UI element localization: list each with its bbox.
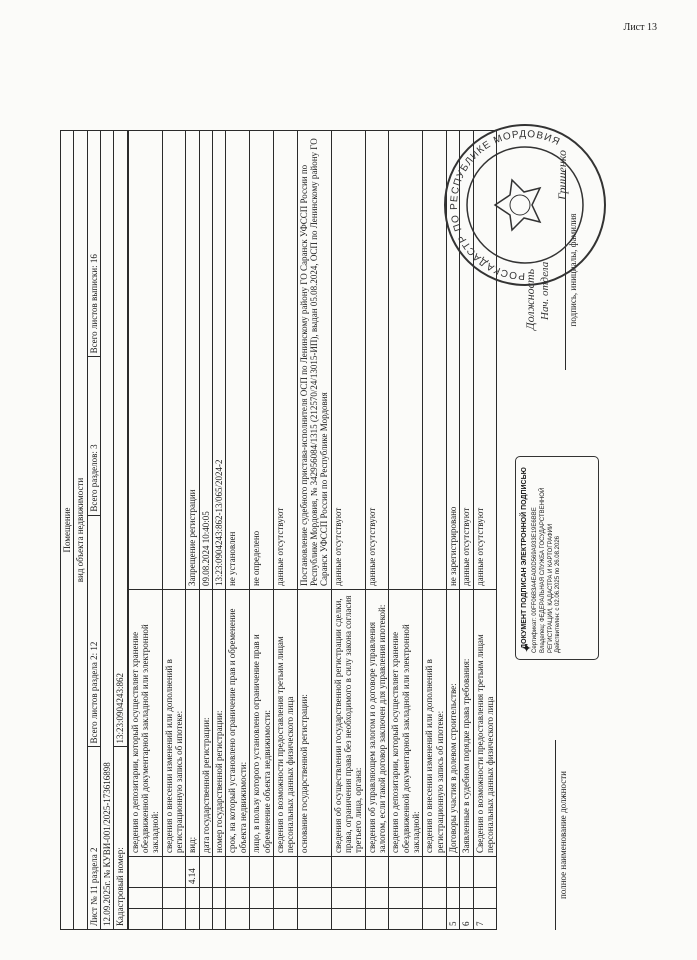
table-row [186,131,199,930]
cell-value: данные отсутствуют [331,131,365,590]
cell-c1: 6 [460,909,473,930]
cell-c1: 7 [473,909,497,930]
sections-total: Всего разделов: 3 [87,357,100,515]
cell-value: Запрещение регистрации [186,131,199,590]
cell-c2 [186,888,199,909]
cell-value: данные отсутствуют [460,131,473,590]
cell-c3 [162,857,186,888]
cell-c1 [213,909,226,930]
cell-c3: 4.14 [186,857,199,888]
cell-c2 [331,888,365,909]
cell-c1 [365,909,389,930]
cell-c2 [473,888,497,909]
cell-c2 [199,888,212,909]
cell-value [128,131,162,590]
table-row [226,131,250,930]
stamp-valid: Действителен: с 02.06.2025 по 26.08.2026 [555,536,562,653]
cell-label: основание государственной регистрации: [297,590,331,857]
table-row [365,131,389,930]
cell-label: Договоры участия в долевом строительстве: [447,590,460,857]
cell-value [389,131,423,590]
cell-value: не установлен [226,131,250,590]
cell-label: лицо, в пользу которого установлено ограничение прав и обременение объекта недвижимости: [250,590,274,857]
object-title: Помещение [61,131,74,930]
cell-c3 [473,857,497,888]
cell-label: сведения об управляющем залогом и о договоре управления залогом, если такой договор заключен для управления ипотекой: [365,590,389,857]
cell-label: сведения об осуществлении государственной регистрации сделки, права, ограничения права без необходимого в силу закона согласия третьего лица, органа: [331,590,365,857]
cell-label: сведения о внесении изменений или дополнений в регистрационную запись об ипотеке: [162,590,186,857]
table-row [389,131,423,930]
cell-c1 [199,909,212,930]
cell-c1 [162,909,186,930]
cadastral-label: Кадастровый номер: [114,747,127,930]
signature-caption: подпись, инициалы, фамилия [565,170,578,370]
cell-c3 [273,857,297,888]
cell-c2 [389,888,423,909]
cell-c2 [162,888,186,909]
cell-value: не определено [250,131,274,590]
cell-label: сведения о депозитарии, который осуществляет хранение обездвиженной документарной закладной или электронной закладной: [389,590,423,857]
sheet-section: Лист № 11 раздела 2 [87,747,100,930]
cell-c2 [447,888,460,909]
cell-c3 [460,857,473,888]
date-number: 12.09.2025г. № КУВИ-001/2025-173616898 [101,131,114,930]
cell-c1: 5 [447,909,460,930]
sheets-section-total: Всего листов раздела 2: 12 [87,515,100,747]
cell-c3 [365,857,389,888]
cell-label: вид: [186,590,199,857]
object-subtitle: вид объекта недвижимости [74,131,87,930]
seal-text: РОСКАДАСТР ПО РЕСПУБЛИКЕ МОРДОВИЯ [448,128,563,282]
cell-label: Заявленные в судебном порядке права требования: [460,590,473,857]
cell-c3 [128,857,162,888]
cell-c3 [213,857,226,888]
cell-c1 [128,909,162,930]
table-row [162,131,186,930]
table-row [273,131,297,930]
cell-c3 [389,857,423,888]
cell-label: номер государственной регистрации: [213,590,226,857]
cell-c2 [250,888,274,909]
cell-c2 [460,888,473,909]
cell-c1 [250,909,274,930]
cadastral-value: 13:23:0904243:862 [114,131,127,748]
sheets-total: Всего листов выписки: 16 [87,131,100,357]
cell-c2 [128,888,162,909]
cell-c3 [250,857,274,888]
cell-c2 [273,888,297,909]
cell-value: данные отсутствуют [365,131,389,590]
cell-value [162,131,186,590]
cell-label: сведения о возможности предоставления третьим лицам персональных данных физического лица [273,590,297,857]
cell-c3 [226,857,250,888]
round-seal-icon [440,120,610,290]
table-row [331,131,365,930]
cell-value: данные отсутствуют [273,131,297,590]
position-caption: полное наименование должности [555,740,568,930]
stamp-certificate: Сертификат: 00FF06B3A4EA00D569A933E19E6BBE [532,507,539,653]
cell-value: данные отсутствуют [473,131,497,590]
cell-c1 [389,909,423,930]
cell-c3 [447,857,460,888]
table-row [213,131,226,930]
table-row [297,131,331,930]
header-table [60,130,128,930]
table-row [199,131,212,930]
cell-c1 [186,909,199,930]
cell-label: сведения о депозитарии, который осуществляет хранение обездвиженной документарной закладной или электронной закладной: [128,590,162,857]
table-row [128,131,162,930]
cell-c1 [226,909,250,930]
cell-c3 [423,857,447,888]
cell-c3 [199,857,212,888]
handwritten-role: Должность [523,268,537,330]
table-row [250,131,274,930]
cell-value: 09.08.2024 10:40:05 [199,131,212,590]
rotated-document [60,110,620,930]
cell-c2 [226,888,250,909]
stamp-owner: Владелец: ФЕДЕРАЛЬНАЯ СЛУЖБА ГОСУДАРСТВЕННОЙ РЕГИСТРАЦИИ, КАДАСТРА И КАРТОГРАФИИ [539,487,554,653]
cell-value: 13:23:0904243:862-13/065/2024-2 [213,131,226,590]
cell-c3 [331,857,365,888]
cell-c1 [297,909,331,930]
cell-label: дата государственной регистрации: [199,590,212,857]
sheet-number: Лист 13 [623,22,657,33]
emblem-icon: ✦ [520,642,534,653]
cell-c1 [273,909,297,930]
cell-value: Постановление судебного пристава-исполнителя ОСП по Ленинскому району ГО Саранск УФССП России по Республике Мордовия, № 342956084/1315 (212570/24/13015-ИП), выдан 05.08.2024, ОСП по Ленинскому району ГО Саранск УФССП России по Республике Мордовия [297,131,331,590]
cell-value: не зарегистрировано [447,131,460,590]
cell-label: Сведения о возможности предоставления третьим лицам персональных данных физического лица [473,590,497,857]
cell-c1 [423,909,447,930]
cell-label: сведения о внесении изменений или дополнений в регистрационную запись об ипотеке: [423,590,447,857]
cell-c3 [297,857,331,888]
e-signature-stamp [515,456,599,660]
stamp-title: ДОКУМЕНТ ПОДПИСАН ЭЛЕКТРОННОЙ ПОДПИСЬЮ [521,467,528,649]
cell-c2 [213,888,226,909]
handwritten-signature: Гришенко [555,150,569,200]
cell-c1 [331,909,365,930]
handwritten-role-2: Нач. отдела [539,261,551,320]
cell-label: срок, на который установлено ограничение прав и обременение объекта недвижимости: [226,590,250,857]
cell-c2 [365,888,389,909]
cell-c2 [297,888,331,909]
cell-c2 [423,888,447,909]
